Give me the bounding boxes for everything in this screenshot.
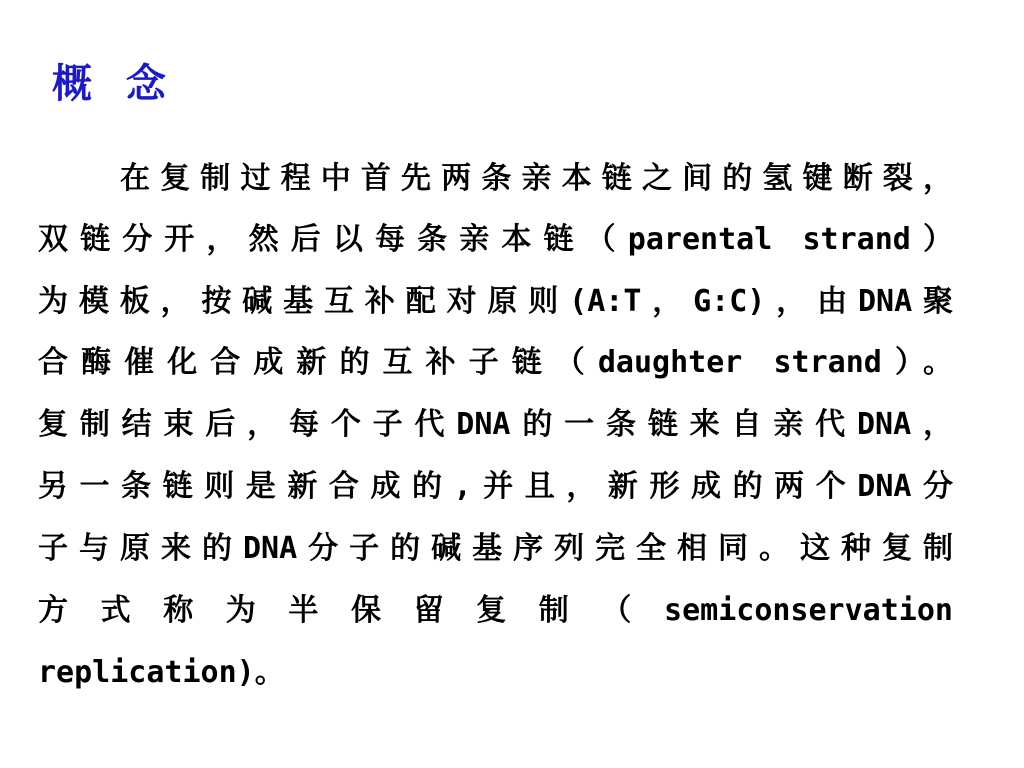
paragraph-line-7: 子与原来的DNA分子的碱基序列完全相同。这种复制 [38, 531, 953, 566]
paragraph-line-9: replication)。 [38, 655, 285, 690]
paragraph-line-3: 为模板，按碱基互补配对原则(A:T，G:C)，由DNA聚 [38, 284, 953, 319]
paragraph-line-1: 在复制过程中首先两条亲本链之间的氢键断裂， [120, 161, 953, 196]
paragraph-line-5: 复制结束后，每个子代DNA的一条链来自亲代DNA， [38, 407, 953, 442]
slide-title: 概 念 [52, 60, 176, 107]
paragraph-line-6: 另一条链则是新合成的,并且，新形成的两个DNA分 [38, 469, 953, 504]
paragraph-line-4: 合酶催化合成新的互补子链（daughter strand）。 [38, 345, 953, 380]
paragraph-line-2: 双链分开，然后以每条亲本链（parental strand） [38, 222, 953, 257]
paragraph-line-8: 方 式 称 为 半 保 留 复 制 （ semiconservation [38, 593, 953, 628]
